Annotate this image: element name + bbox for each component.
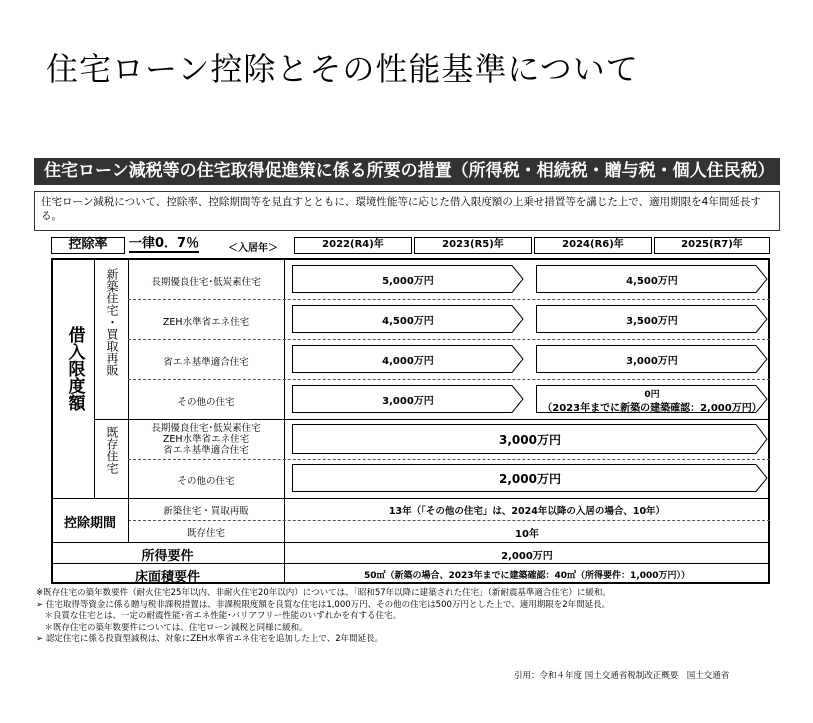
intro-text: 住宅ローン減税について、控除率、控除期間等を見直すとともに、環境性能等に応じた借入限度額の上乗せ措置等を講じた上で、適用期限を4年間延長する。 <box>34 191 780 231</box>
type-long-life: 長期優良住宅･低炭素住宅 <box>151 277 261 288</box>
floor-value: 50㎡（新築の場合、2023年までに建築確認：40㎡（所得要件：1,000万円）） <box>363 571 691 581</box>
page-title: 住宅ローン控除とその性能基準について <box>46 50 639 88</box>
col-divider <box>94 258 95 498</box>
source-credit: 引用：令和４年度 国土交通省税制改正概要 国土交通省 <box>514 671 730 681</box>
footnote: ➢ 住宅取得等資金に係る贈与税非課税措置は、非課税限度額を良質な住宅は1,000万円、その他の住宅は500万円とした上で、適用期限を2年間延長。 <box>36 599 611 610</box>
type-energy-standard: 省エネ基準適合住宅 <box>163 357 249 368</box>
income-label: 所得要件 <box>141 549 194 564</box>
year-header-2023: 2023(R5)年 <box>414 237 532 254</box>
footnote: ※既存住宅の築年数要件（耐火住宅25年以内、非耐火住宅20年以内）については、「昭和57年以降に建築された住宅」（新耐震基準適合住宅）に緩和。 <box>36 588 611 598</box>
col-divider <box>128 258 129 498</box>
new-housing-label: 新築住宅・買取再販 <box>105 268 119 376</box>
col-divider <box>284 258 285 584</box>
period-value-new: 13年（「その他の住宅」は、2024年以降の入居の場合、10年） <box>388 506 666 517</box>
year-header-2022: 2022(R4)年 <box>294 237 412 254</box>
rate-note: ＜入居年＞ <box>228 243 278 254</box>
limit-arrow-r45-energy: 4,000万円 <box>292 345 524 373</box>
limit-arrow-r67-long-life: 4,500万円 <box>536 265 768 293</box>
limit-arrow-r67-energy: 3,000万円 <box>536 345 768 373</box>
period-type-existing: 既存住宅 <box>186 528 225 539</box>
footnote: ＊良質な住宅とは、一定の耐震性能･省エネ性能･バリアフリー性能のいずれかを有する住宅。 <box>36 611 402 621</box>
existing-type-certified: 長期優良住宅･低炭素住宅 ZEH水準省エネ住宅 省エネ基準適合住宅 <box>151 423 261 456</box>
footnotes <box>36 588 796 646</box>
limit-arrow-r45-long-life: 5,000万円 <box>292 265 524 293</box>
type-other: その他の住宅 <box>177 397 235 408</box>
existing-housing-label: 既存住宅 <box>105 426 119 474</box>
borrow-limit-label: 借入限度額 <box>64 326 85 411</box>
limit-arrow-existing-certified: 3,000万円 <box>292 424 768 454</box>
limit-arrow-r45-other: 3,000万円 <box>292 385 524 413</box>
type-zeh: ZEH水準省エネ住宅 <box>162 317 250 328</box>
limit-arrow-r67-zeh: 3,500万円 <box>536 305 768 333</box>
footnote: ➢ 認定住宅に係る投資型減税は、対象にZEH水準省エネ住宅を追加した上で、2年間延長。 <box>36 634 384 644</box>
section-banner: 住宅ローン減税等の住宅取得促進策に係る所要の措置（所得税・相続税・贈与税・個人住民税） <box>34 158 780 185</box>
period-label: 控除期間 <box>63 516 116 531</box>
income-value: 2,000万円 <box>501 551 553 562</box>
rate-label: 控除率 <box>51 237 125 254</box>
floor-label: 床面積要件 <box>134 570 200 585</box>
period-type-new: 新築住宅・買取再販 <box>163 506 249 517</box>
year-header-2024: 2024(R6)年 <box>534 237 652 254</box>
period-value-existing: 10年 <box>515 529 539 540</box>
limit-arrow-existing-other: 2,000万円 <box>292 464 768 492</box>
limit-arrow-r45-zeh: 4,500万円 <box>292 305 524 333</box>
year-header-2025: 2025(R7)年 <box>654 237 770 254</box>
footnote: ＊既存住宅の築年数要件については、住宅ローン減税と同様に緩和。 <box>36 622 308 633</box>
rate-value: 一律0．7％ <box>129 236 200 251</box>
existing-type-other: その他の住宅 <box>177 476 235 487</box>
limit-arrow-r67-other: 0円 （2023年までに新築の建築確認：2,000万円） <box>536 385 768 413</box>
